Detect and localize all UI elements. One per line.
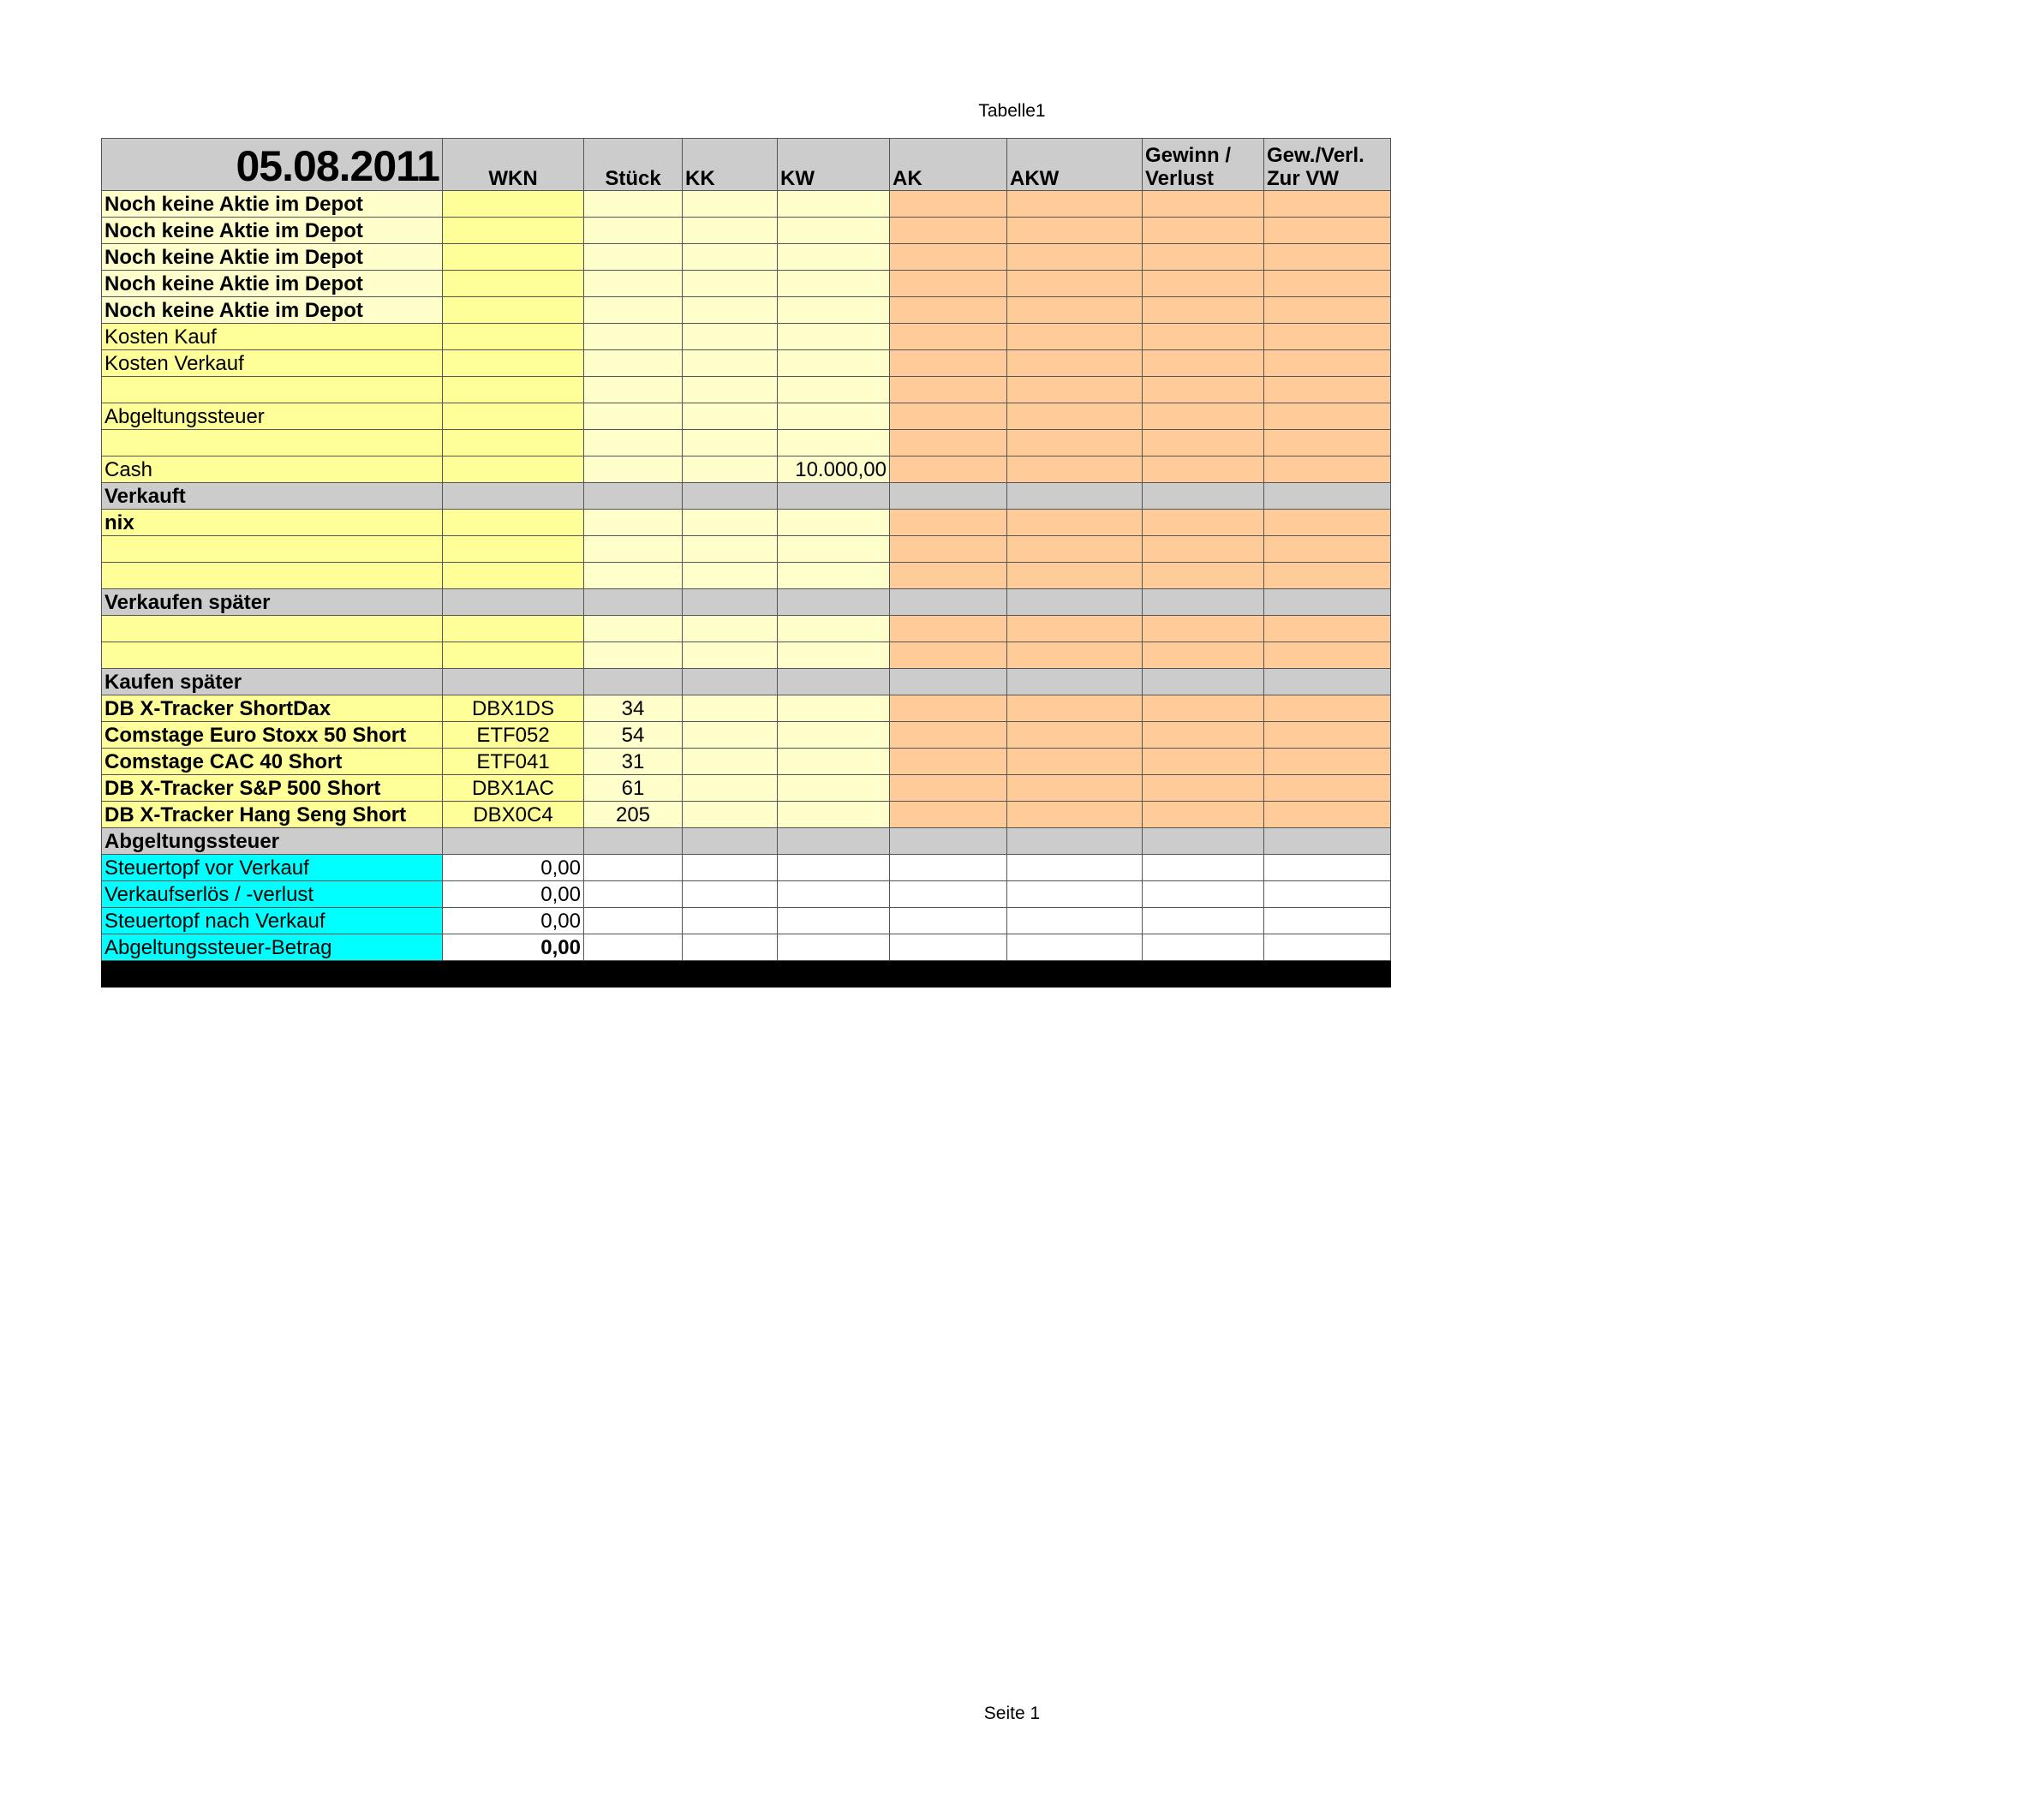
kosten-kauf-label[interactable]: Kosten Kauf bbox=[102, 324, 443, 350]
depot-name-cell[interactable]: Noch keine Aktie im Depot bbox=[102, 297, 443, 324]
table-row bbox=[102, 802, 1391, 828]
table-row bbox=[102, 430, 1391, 456]
table-row bbox=[102, 749, 1391, 775]
gewverl-line1: Gew./Verl. bbox=[1267, 144, 1364, 167]
table-row bbox=[102, 908, 1391, 934]
date-header: 05.08.2011 bbox=[102, 139, 443, 191]
steuer-value-cell[interactable]: 0,00 bbox=[443, 855, 584, 881]
steuer-value-cell[interactable]: 0,00 bbox=[443, 908, 584, 934]
section-verkaufen-spaeter: Verkaufen später bbox=[102, 589, 443, 616]
kaufen-stueck-cell[interactable]: 205 bbox=[584, 802, 683, 828]
black-bar-row bbox=[102, 961, 1391, 988]
steuer-label-cell[interactable]: Abgeltungssteuer-Betrag bbox=[102, 934, 443, 961]
depot-name-cell[interactable]: Noch keine Aktie im Depot bbox=[102, 271, 443, 297]
steuer-value-cell[interactable]: 0,00 bbox=[443, 934, 584, 961]
section-row bbox=[102, 828, 1391, 855]
table-row bbox=[102, 881, 1391, 908]
kaufen-stueck-cell[interactable]: 34 bbox=[584, 695, 683, 722]
table-row bbox=[102, 563, 1391, 589]
column-header-kw: KW bbox=[778, 139, 890, 191]
section-kaufen-spaeter: Kaufen später bbox=[102, 669, 443, 695]
sheet-name: Tabelle1 bbox=[978, 101, 1046, 121]
section-abgeltungssteuer: Abgeltungssteuer bbox=[102, 828, 443, 855]
kaufen-wkn-cell[interactable]: DBX0C4 bbox=[443, 802, 584, 828]
steuer-label-cell[interactable]: Steuertopf nach Verkauf bbox=[102, 908, 443, 934]
section-row bbox=[102, 669, 1391, 695]
table-row bbox=[102, 403, 1391, 430]
table-row bbox=[102, 244, 1391, 271]
page-header bbox=[0, 101, 2024, 122]
table-row bbox=[102, 775, 1391, 802]
table-row bbox=[102, 934, 1391, 961]
table-row bbox=[102, 536, 1391, 563]
kaufen-name-cell[interactable]: DB X-Tracker Hang Seng Short bbox=[102, 802, 443, 828]
gewinn-line2: Verlust bbox=[1145, 167, 1215, 190]
spreadsheet-table bbox=[101, 138, 1391, 988]
kosten-verkauf-label[interactable]: Kosten Verkauf bbox=[102, 350, 443, 377]
column-header-gewinn-verlust bbox=[1143, 139, 1264, 191]
column-header-gew-verl-zur-vw bbox=[1264, 139, 1391, 191]
steuer-label-cell[interactable]: Verkaufserlös / -verlust bbox=[102, 881, 443, 908]
page-footer bbox=[0, 1704, 2024, 1724]
kaufen-stueck-cell[interactable]: 31 bbox=[584, 749, 683, 775]
table-row bbox=[102, 616, 1391, 642]
depot-name-cell[interactable]: Noch keine Aktie im Depot bbox=[102, 218, 443, 244]
gewinn-line1: Gewinn / bbox=[1145, 144, 1232, 167]
depot-name-cell[interactable]: Noch keine Aktie im Depot bbox=[102, 191, 443, 218]
table-row bbox=[102, 377, 1391, 403]
column-header-ak: AK bbox=[890, 139, 1007, 191]
column-header-akw: AKW bbox=[1007, 139, 1143, 191]
cash-kw-value[interactable]: 10.000,00 bbox=[778, 456, 890, 483]
table-row bbox=[102, 350, 1391, 377]
kaufen-name-cell[interactable]: Comstage CAC 40 Short bbox=[102, 749, 443, 775]
table-row bbox=[102, 722, 1391, 749]
section-row bbox=[102, 589, 1391, 616]
steuer-label-cell[interactable]: Steuertopf vor Verkauf bbox=[102, 855, 443, 881]
steuer-value-cell[interactable]: 0,00 bbox=[443, 881, 584, 908]
table-row bbox=[102, 218, 1391, 244]
header-row bbox=[102, 139, 1391, 191]
gewverl-line2: Zur VW bbox=[1267, 167, 1339, 190]
table-row bbox=[102, 324, 1391, 350]
table-row bbox=[102, 510, 1391, 536]
kaufen-name-cell[interactable]: DB X-Tracker ShortDax bbox=[102, 695, 443, 722]
page-number: Seite 1 bbox=[983, 1704, 1041, 1723]
table-row bbox=[102, 271, 1391, 297]
table-row bbox=[102, 191, 1391, 218]
table-row bbox=[102, 297, 1391, 324]
kaufen-wkn-cell[interactable]: DBX1DS bbox=[443, 695, 584, 722]
table-row bbox=[102, 456, 1391, 483]
kaufen-stueck-cell[interactable]: 61 bbox=[584, 775, 683, 802]
column-header-wkn: WKN bbox=[443, 139, 584, 191]
table-row bbox=[102, 642, 1391, 669]
verkauft-item[interactable]: nix bbox=[102, 510, 443, 536]
depot-name-cell[interactable]: Noch keine Aktie im Depot bbox=[102, 244, 443, 271]
table-row bbox=[102, 855, 1391, 881]
black-bar bbox=[102, 961, 1391, 988]
kaufen-name-cell[interactable]: DB X-Tracker S&P 500 Short bbox=[102, 775, 443, 802]
abgeltungssteuer-label[interactable]: Abgeltungssteuer bbox=[102, 403, 443, 430]
column-header-kk: KK bbox=[683, 139, 778, 191]
cash-label[interactable]: Cash bbox=[102, 456, 443, 483]
column-header-stueck: Stück bbox=[584, 139, 683, 191]
section-row bbox=[102, 483, 1391, 510]
kaufen-wkn-cell[interactable]: ETF052 bbox=[443, 722, 584, 749]
kaufen-wkn-cell[interactable]: ETF041 bbox=[443, 749, 584, 775]
kaufen-wkn-cell[interactable]: DBX1AC bbox=[443, 775, 584, 802]
table-row bbox=[102, 695, 1391, 722]
kaufen-stueck-cell[interactable]: 54 bbox=[584, 722, 683, 749]
section-verkauft: Verkauft bbox=[102, 483, 443, 510]
kaufen-name-cell[interactable]: Comstage Euro Stoxx 50 Short bbox=[102, 722, 443, 749]
